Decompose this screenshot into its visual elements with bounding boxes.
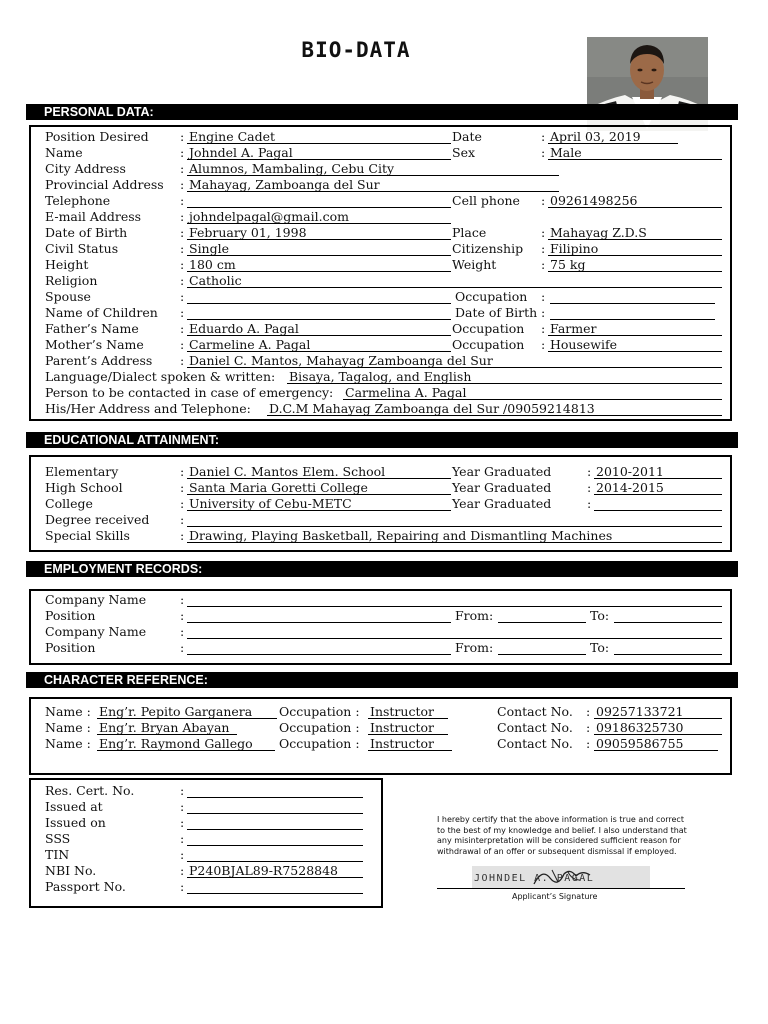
colon: : — [541, 289, 546, 304]
label-spouse: Spouse — [45, 289, 91, 304]
value-sex: Male — [550, 145, 582, 160]
label-year-graduated: Year Graduated — [452, 464, 552, 479]
colon: : — [586, 704, 591, 719]
colon: : — [180, 257, 185, 272]
underline — [343, 399, 722, 400]
label-height: Height — [45, 257, 89, 272]
label-mother-occupation: Occupation — [452, 337, 525, 352]
label-religion: Religion — [45, 273, 98, 288]
value-email: johndelpagal@gmail.com — [189, 209, 349, 224]
colon: : — [180, 863, 185, 878]
colon: : — [180, 337, 185, 352]
colon: : — [180, 624, 185, 639]
colon: : — [180, 879, 185, 894]
label-ref-name: Name : — [45, 736, 91, 751]
underline — [187, 654, 451, 655]
underline — [550, 319, 715, 320]
label-ref-occupation: Occupation : — [279, 704, 360, 719]
colon: : — [541, 241, 546, 256]
colon: : — [180, 512, 185, 527]
colon: : — [180, 480, 185, 495]
value-ref-name: Eng’r. Bryan Abayan — [99, 720, 230, 735]
label-degree: Degree received — [45, 512, 150, 527]
value-father-occupation: Farmer — [550, 321, 597, 336]
label-spouse-occupation: Occupation — [455, 289, 528, 304]
underline — [187, 893, 363, 894]
label-ref-name: Name : — [45, 704, 91, 719]
value-nbi: P240BJAL89-R7528848 — [189, 863, 339, 878]
colon: : — [180, 783, 185, 798]
label-civil-status: Civil Status — [45, 241, 119, 256]
certification-text: I hereby certify that the above information is true and correct to the best of my knowledge and belief. I also understand that any misinterpretation will be considered sufficient reason for withdrawal of an offer or subsequent dismissal if employed. — [437, 815, 687, 856]
underline — [594, 494, 722, 495]
label-res-cert: Res. Cert. No. — [45, 783, 135, 798]
colon: : — [541, 321, 546, 336]
label-special-skills: Special Skills — [45, 528, 130, 543]
value-mother-occupation: Housewife — [550, 337, 618, 352]
label-ref-contact: Contact No. — [497, 720, 573, 735]
underline — [97, 718, 277, 719]
label-mothers-name: Mother’s Name — [45, 337, 144, 352]
underline — [187, 638, 722, 639]
label-ref-occupation: Occupation : — [279, 720, 360, 735]
colon: : — [180, 273, 185, 288]
label-name: Name — [45, 145, 83, 160]
underline — [594, 510, 722, 511]
value-religion: Catholic — [189, 273, 242, 288]
value-date-of-birth: February 01, 1998 — [189, 225, 307, 240]
colon: : — [586, 720, 591, 735]
value-special-skills: Drawing, Playing Basketball, Repairing and Dismantling Machines — [189, 528, 613, 543]
label-emergency-contact: Person to be contacted in case of emergency: — [45, 385, 334, 400]
label-position-desired: Position Desired — [45, 129, 149, 144]
label-tin: TIN — [45, 847, 70, 862]
label-place: Place — [452, 225, 487, 240]
value-place: Mahayag Z.D.S — [550, 225, 647, 240]
underline — [187, 303, 451, 304]
underline — [498, 622, 586, 623]
underline — [187, 542, 722, 543]
colon: : — [541, 225, 546, 240]
label-cell-phone: Cell phone — [452, 193, 520, 208]
label-fathers-name: Father’s Name — [45, 321, 139, 336]
underline — [368, 734, 448, 735]
label-ref-name: Name : — [45, 720, 91, 735]
section-header-education: EDUCATIONAL ATTAINMENT: — [26, 432, 738, 448]
label-position: Position — [45, 640, 96, 655]
value-his-her-address: D.C.M Mahayag Zamboanga del Sur /09059214813 — [269, 401, 595, 416]
colon: : — [541, 257, 546, 272]
colon: : — [180, 225, 185, 240]
underline — [97, 750, 275, 751]
colon: : — [180, 353, 185, 368]
value-name: Johndel A. Pagal — [189, 145, 293, 160]
colon: : — [180, 496, 185, 511]
label-provincial-address: Provincial Address — [45, 177, 164, 192]
label-company-name: Company Name — [45, 592, 147, 607]
underline — [187, 510, 451, 511]
colon: : — [180, 177, 185, 192]
label-father-occupation: Occupation — [452, 321, 525, 336]
colon: : — [180, 289, 185, 304]
underline — [548, 351, 722, 352]
label-year-graduated: Year Graduated — [452, 480, 552, 495]
colon: : — [180, 129, 185, 144]
underline — [548, 207, 722, 208]
underline — [187, 861, 363, 862]
colon: : — [180, 241, 185, 256]
underline — [187, 845, 363, 846]
underline — [187, 255, 451, 256]
underline — [187, 239, 451, 240]
value-emergency-contact: Carmelina A. Pagal — [345, 385, 467, 400]
colon: : — [180, 193, 185, 208]
label-passport: Passport No. — [45, 879, 126, 894]
colon: : — [180, 799, 185, 814]
colon: : — [180, 161, 185, 176]
label-ref-contact: Contact No. — [497, 736, 573, 751]
underline — [287, 383, 722, 384]
label-to: To: — [590, 608, 610, 623]
section-header-character: CHARACTER REFERENCE: — [26, 672, 738, 688]
colon: : — [541, 145, 546, 160]
underline — [187, 622, 451, 623]
label-city-address: City Address — [45, 161, 126, 176]
section-header-employment: EMPLOYMENT RECORDS: — [26, 561, 738, 577]
label-citizenship: Citizenship — [452, 241, 524, 256]
colon: : — [180, 464, 185, 479]
underline — [187, 207, 451, 208]
underline — [187, 319, 451, 320]
underline — [187, 175, 559, 176]
underline — [550, 303, 715, 304]
value-ref-contact: 09059586755 — [596, 736, 684, 751]
label-issued-at: Issued at — [45, 799, 103, 814]
label-high-school: High School — [45, 480, 123, 495]
underline — [594, 734, 722, 735]
label-date: Date — [452, 129, 482, 144]
underline — [187, 494, 451, 495]
label-sss: SSS — [45, 831, 71, 846]
value-hs-year: 2014-2015 — [596, 480, 664, 495]
colon: : — [541, 193, 546, 208]
underline — [187, 829, 363, 830]
label-college: College — [45, 496, 93, 511]
underline — [594, 750, 718, 751]
underline — [187, 813, 363, 814]
underline — [97, 734, 237, 735]
value-height: 180 cm — [189, 257, 236, 272]
colon: : — [586, 736, 591, 751]
value-elementary: Daniel C. Mantos Elem. School — [189, 464, 386, 479]
value-provincial-address: Mahayag, Zamboanga del Sur — [189, 177, 380, 192]
colon: : — [180, 145, 185, 160]
underline — [187, 351, 451, 352]
underline — [594, 478, 722, 479]
label-elementary: Elementary — [45, 464, 119, 479]
value-ref-name: Eng’r. Pepito Garganera — [99, 704, 253, 719]
underline — [498, 654, 586, 655]
colon: : — [180, 528, 185, 543]
underline — [187, 271, 451, 272]
signature-image — [472, 866, 650, 888]
underline — [187, 877, 363, 878]
underline — [187, 797, 363, 798]
colon: : — [180, 592, 185, 607]
colon: : — [587, 480, 592, 495]
label-sex: Sex — [452, 145, 476, 160]
signature-caption: Applicant’s Signature — [512, 892, 598, 901]
colon: : — [180, 209, 185, 224]
colon: : — [180, 608, 185, 623]
page-title: BIO-DATA — [301, 38, 411, 62]
value-mothers-name: Carmeline A. Pagal — [189, 337, 311, 352]
label-parents-address: Parent’s Address — [45, 353, 153, 368]
colon: : — [180, 815, 185, 830]
underline — [548, 159, 722, 160]
signature-line — [437, 888, 685, 889]
value-ref-occupation: Instructor — [370, 720, 434, 735]
label-ref-contact: Contact No. — [497, 704, 573, 719]
underline — [187, 606, 722, 607]
colon: : — [180, 321, 185, 336]
colon: : — [180, 847, 185, 862]
underline — [548, 143, 678, 144]
label-from: From: — [455, 608, 494, 623]
signature-printed-name: JOHNDEL A. PAGAL — [474, 873, 595, 884]
underline — [187, 478, 451, 479]
label-language: Language/Dialect spoken & written: — [45, 369, 276, 384]
underline — [187, 367, 722, 368]
label-his-her-address: His/Her Address and Telephone: — [45, 401, 251, 416]
value-ref-name: Eng’r. Raymond Gallego — [99, 736, 253, 751]
section-header-personal: PERSONAL DATA: — [26, 104, 738, 120]
value-high-school: Santa Maria Goretti College — [189, 480, 368, 495]
underline — [368, 718, 448, 719]
colon: : — [541, 305, 546, 320]
underline — [548, 335, 722, 336]
label-name-of-children: Name of Children — [45, 305, 158, 320]
label-position: Position — [45, 608, 96, 623]
label-from: From: — [455, 640, 494, 655]
label-ref-occupation: Occupation : — [279, 736, 360, 751]
label-to: To: — [590, 640, 610, 655]
underline — [187, 159, 451, 160]
label-weight: Weight — [452, 257, 497, 272]
underline — [187, 191, 559, 192]
value-cell-phone: 09261498256 — [550, 193, 638, 208]
colon: : — [180, 640, 185, 655]
underline — [548, 255, 722, 256]
underline — [614, 654, 722, 655]
underline — [614, 622, 722, 623]
colon: : — [587, 496, 592, 511]
value-ref-occupation: Instructor — [370, 704, 434, 719]
label-date-of-birth: Date of Birth — [45, 225, 128, 240]
colon: : — [541, 337, 546, 352]
value-citizenship: Filipino — [550, 241, 599, 256]
underline — [187, 223, 451, 224]
value-language: Bisaya, Tagalog, and English — [289, 369, 472, 384]
label-email: E-mail Address — [45, 209, 142, 224]
label-telephone: Telephone — [45, 193, 111, 208]
value-weight: 75 kg — [550, 257, 586, 272]
underline — [187, 143, 451, 144]
label-nbi: NBI No. — [45, 863, 97, 878]
label-year-graduated: Year Graduated — [452, 496, 552, 511]
underline — [594, 718, 722, 719]
value-position-desired: Engine Cadet — [189, 129, 276, 144]
colon: : — [180, 305, 185, 320]
value-city-address: Alumnos, Mambaling, Cebu City — [189, 161, 395, 176]
value-date: April 03, 2019 — [550, 129, 641, 144]
label-company-name: Company Name — [45, 624, 147, 639]
underline — [548, 239, 722, 240]
underline — [187, 526, 722, 527]
value-college: University of Cebu-METC — [189, 496, 352, 511]
value-parents-address: Daniel C. Mantos, Mahayag Zamboanga del Sur — [189, 353, 493, 368]
label-child-date-of-birth: Date of Birth — [455, 305, 538, 320]
value-elem-year: 2010-2011 — [596, 464, 664, 479]
value-fathers-name: Eduardo A. Pagal — [189, 321, 299, 336]
underline — [548, 271, 722, 272]
value-ref-contact: 09257133721 — [596, 704, 684, 719]
value-ref-occupation: Instructor — [370, 736, 434, 751]
value-civil-status: Single — [189, 241, 230, 256]
underline — [368, 750, 452, 751]
colon: : — [180, 831, 185, 846]
underline — [187, 287, 722, 288]
underline — [187, 335, 451, 336]
underline — [267, 415, 722, 416]
colon: : — [587, 464, 592, 479]
colon: : — [541, 129, 546, 144]
value-ref-contact: 09186325730 — [596, 720, 684, 735]
label-issued-on: Issued on — [45, 815, 106, 830]
